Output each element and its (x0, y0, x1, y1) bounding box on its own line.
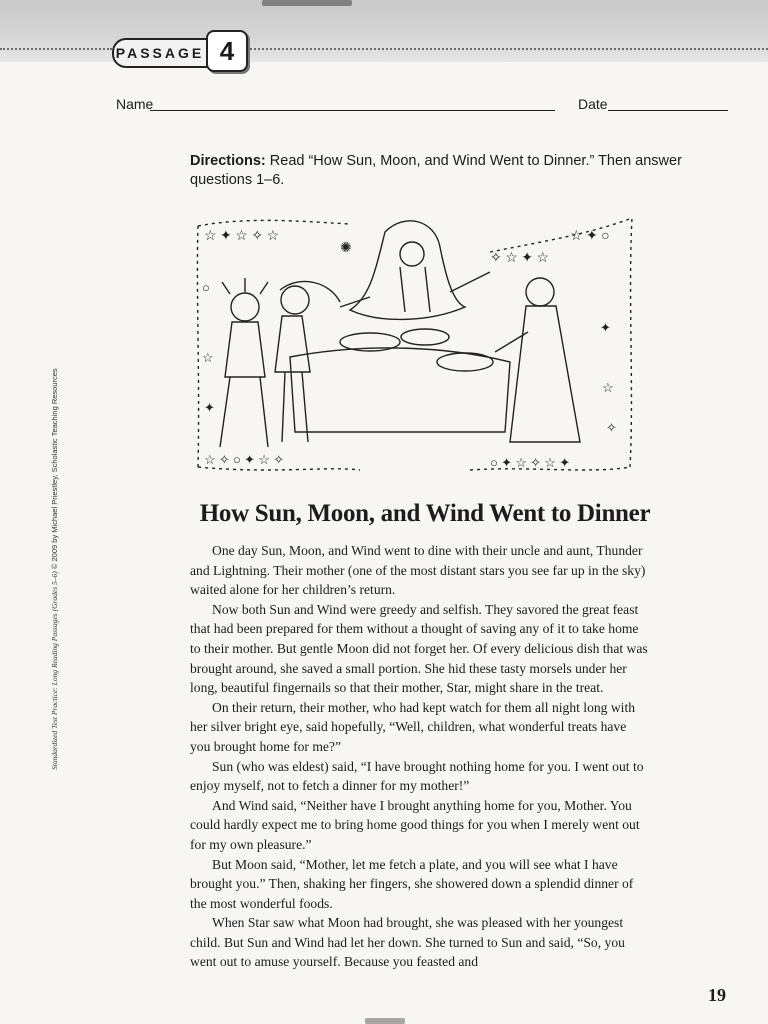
passage-number: 4 (206, 30, 248, 72)
scan-mark (262, 0, 352, 6)
story-paragraph: One day Sun, Moon, and Wind went to dine with their uncle and aunt, Thunder and Lightning. Their mother (one of the most distant stars you see far up in the sky) waited alone for her children’s return. (190, 543, 646, 598)
dotted-rule-left (0, 48, 112, 50)
directions-text: Read “How Sun, Moon, and Wind Went to Dinner.” Then answer questions 1–6. (190, 153, 682, 188)
story-title: How Sun, Moon, and Wind Went to Dinner (199, 500, 651, 527)
story-paragraph: And Wind said, “Neither have I brought anything home for you, Mother. You could hardly expect me to bring home good things for you when I merely went out for my own pleasure.” (190, 797, 640, 852)
svg-text:☆: ☆ (602, 380, 614, 395)
name-field[interactable] (150, 110, 555, 111)
story-paragraph: On their return, their mother, who had kept watch for them all night long with her silver bright eye, said hopefully, “Well, children, what wonderful treats have you brought home for me?” (190, 699, 636, 754)
svg-text:○: ○ (202, 280, 210, 295)
story-paragraph: Sun (who was eldest) said, “I have brought nothing home for you. I went out to enjoy myself, not to fetch a dinner for my mother!” (190, 758, 644, 794)
story-paragraph: But Moon said, “Mother, let me fetch a plate, and you will see what I have brought you.” Then, shaking her fingers, she showered down a splendid dinner of the most wonderful foods. (190, 856, 634, 911)
story-illustration (190, 212, 636, 482)
sun-child-figure (220, 278, 268, 447)
story-body (190, 541, 650, 972)
svg-text:✧: ✧ (606, 420, 617, 435)
book-title: Standardized Test Practice: Long Reading Passages (Grades 5–6) (50, 571, 59, 770)
date-label: Date (578, 96, 608, 112)
svg-text:○ ✦ ☆ ✧ ☆ ✦: ○ ✦ ☆ ✧ ☆ ✦ (490, 455, 571, 470)
directions-label: Directions: (190, 153, 266, 169)
svg-text:☆ ✦ ☆ ✧ ☆: ☆ ✦ ☆ ✧ ☆ (204, 229, 280, 244)
copyright-text: © 2009 by Michael Priestley, Scholastic Teaching Resources (50, 368, 59, 570)
story-paragraph: When Star saw what Moon had brought, she was pleased with her youngest child. But Sun and Wind had let her down. She turned to Sun and said, “So, you went out to amuse yourself. Because you feasted and (190, 915, 625, 970)
dotted-rule-right (250, 48, 768, 50)
moon-figure-center (340, 221, 490, 320)
star-mother-figure (495, 278, 580, 442)
date-field[interactable] (608, 110, 728, 111)
svg-text:✦: ✦ (600, 320, 611, 335)
svg-text:✺: ✺ (340, 241, 352, 256)
story-paragraph: Now both Sun and Wind were greedy and selfish. They savored the great feast that had been prepared for them without a thought of saving any of it to take home to their mother. But gentle Moon did not forget her. Of every delicious dish that was brought around, she saved a small portion. She hid these tasty morsels under her long, beautiful fingernails so that their mother, Star, might share in the treat. (190, 601, 648, 696)
page-number: 19 (708, 985, 726, 1005)
svg-text:☆ ✧ ○ ✦ ☆ ✧: ☆ ✧ ○ ✦ ☆ ✧ (204, 452, 285, 467)
feast-table (290, 329, 510, 432)
name-label: Name (116, 96, 154, 112)
svg-text:✧ ☆ ✦ ☆: ✧ ☆ ✦ ☆ (490, 251, 550, 266)
scan-mark-bottom (365, 1018, 405, 1024)
svg-text:☆ ✦ ○: ☆ ✦ ○ (570, 229, 610, 244)
wind-child-figure (275, 281, 340, 442)
directions (190, 152, 690, 190)
passage-label: PASSAGE (112, 38, 208, 68)
svg-text:☆: ☆ (202, 350, 214, 365)
copyright-credit (50, 290, 59, 770)
svg-text:✦: ✦ (204, 400, 215, 415)
